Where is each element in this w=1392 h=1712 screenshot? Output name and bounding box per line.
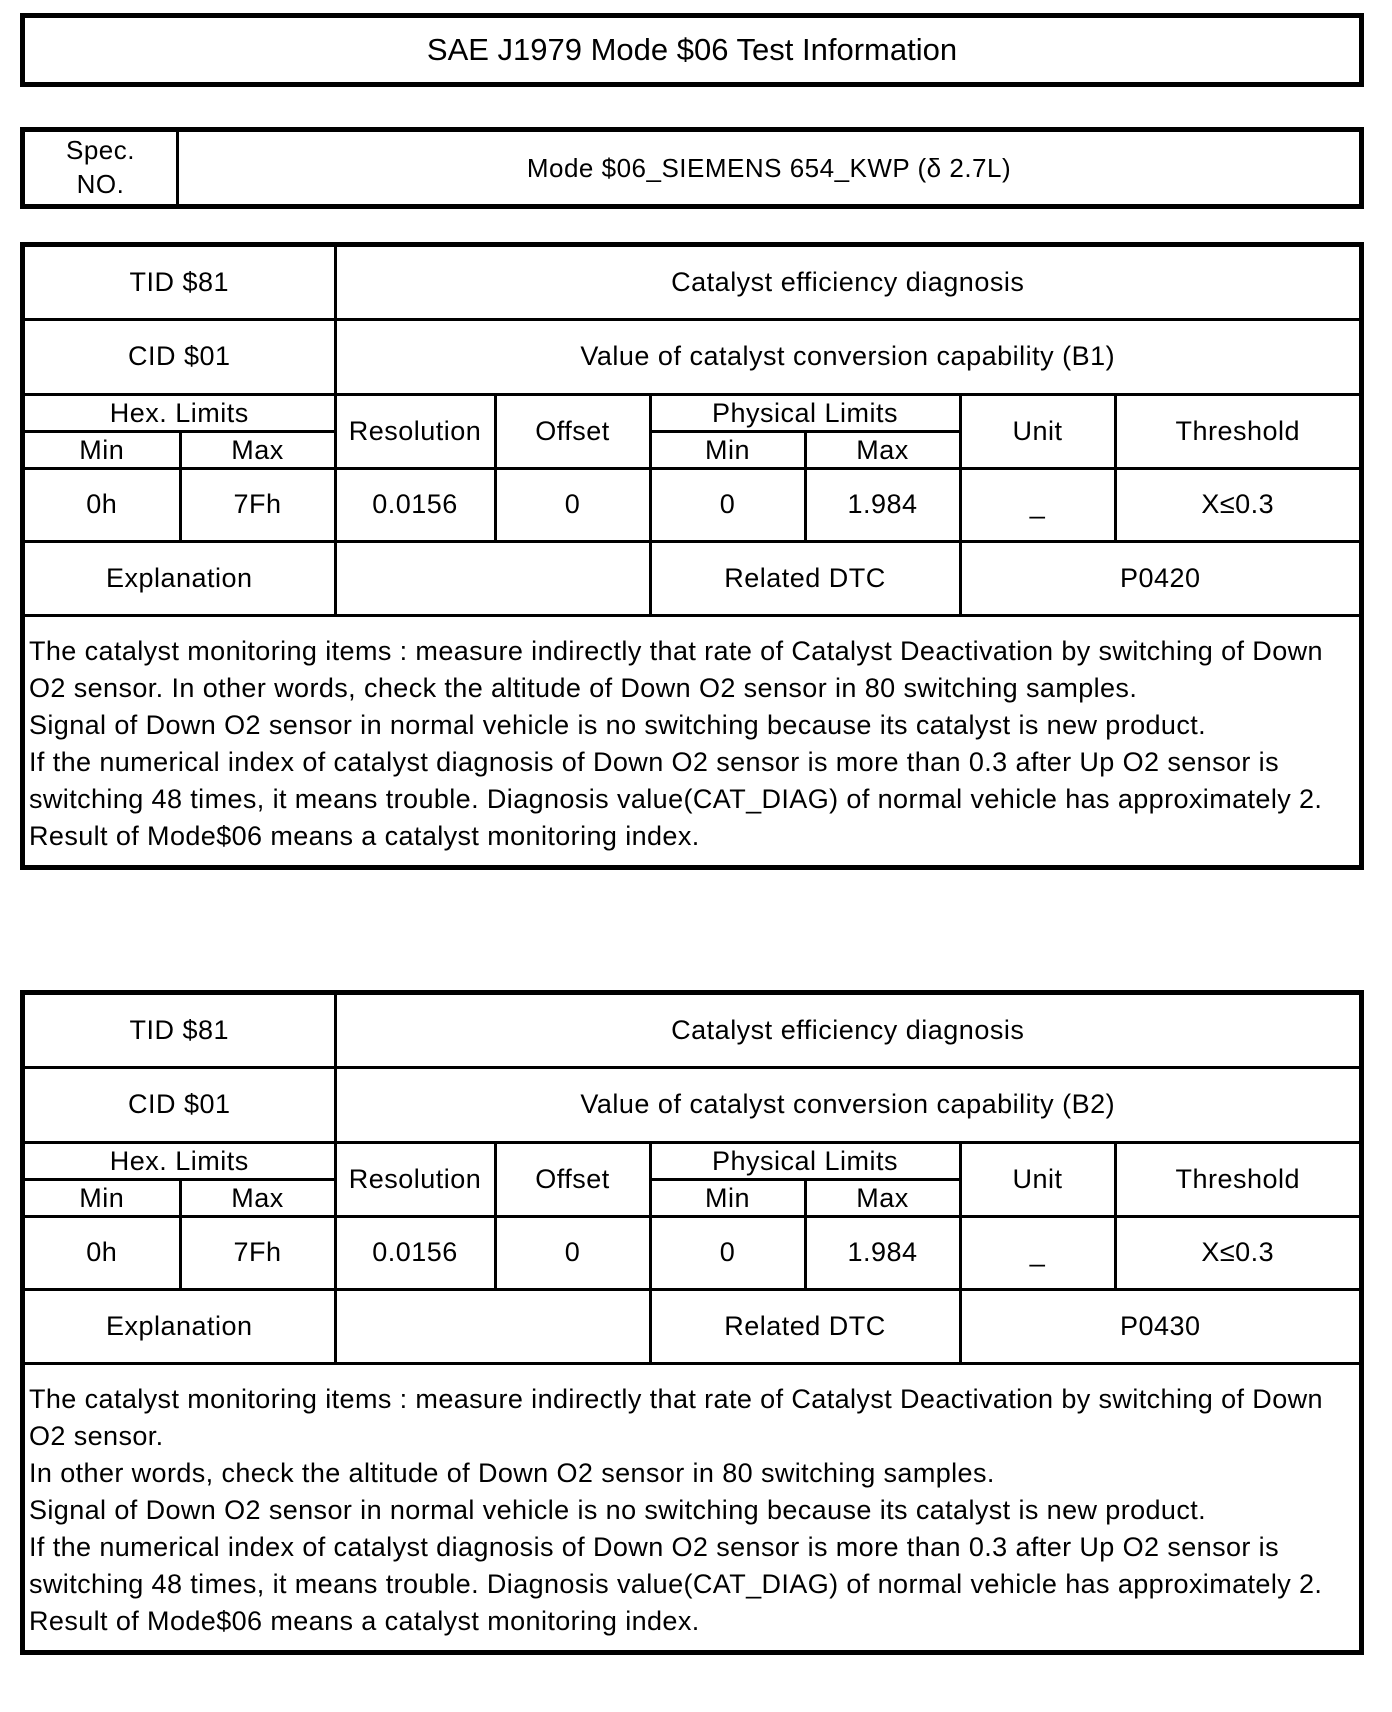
threshold-header: Threshold (1115, 1142, 1359, 1216)
test-block-1 (20, 242, 1364, 870)
cid-description: Value of catalyst conversion capability (B1) (335, 319, 1359, 394)
hex-max-value: 7Fh (180, 1216, 335, 1289)
test-table-1 (25, 247, 1359, 614)
explanation-value (335, 1289, 650, 1362)
tid-description: Catalyst efficiency diagnosis (335, 247, 1359, 319)
related-dtc-label: Related DTC (650, 541, 960, 614)
explanation-paragraph: The catalyst monitoring items : measure indirectly that rate of Catalyst Deactivation by switching of Down O2 sensor. In other words, check the altitude of Down O2 sensor in 80 switching samples. (29, 636, 1323, 703)
related-dtc-value: P0430 (960, 1289, 1359, 1362)
hex-max-header: Max (180, 431, 335, 468)
test-block-2 (20, 990, 1364, 1655)
physical-limits-header: Physical Limits (650, 394, 960, 431)
threshold-value: X≤0.3 (1115, 468, 1359, 541)
offset-header: Offset (495, 1142, 650, 1216)
threshold-value: X≤0.3 (1115, 1216, 1359, 1289)
explanation-label: Explanation (25, 541, 335, 614)
explanation-paragraph: In other words, check the altitude of Down O2 sensor in 80 switching samples. (29, 1458, 995, 1488)
spec-value: Mode $06_SIEMENS 654_KWP (δ 2.7L) (178, 130, 1362, 207)
phys-min-header: Min (650, 1179, 805, 1216)
spec-table (20, 127, 1364, 209)
test-table-2 (25, 995, 1359, 1362)
related-dtc-value: P0420 (960, 541, 1359, 614)
phys-max-value: 1.984 (805, 468, 960, 541)
resolution-value: 0.0156 (335, 468, 495, 541)
resolution-header: Resolution (335, 1142, 495, 1216)
hex-limits-header: Hex. Limits (25, 1142, 335, 1179)
phys-max-value: 1.984 (805, 1216, 960, 1289)
offset-value: 0 (495, 1216, 650, 1289)
hex-limits-header: Hex. Limits (25, 394, 335, 431)
explanation-paragraph: Signal of Down O2 sensor in normal vehicle is no switching because its catalyst is new product. (29, 710, 1207, 740)
explanation-paragraph: Signal of Down O2 sensor in normal vehicle is no switching because its catalyst is new product. (29, 1495, 1207, 1525)
unit-header: Unit (960, 394, 1115, 468)
spec-label-line1: Spec. (66, 135, 135, 166)
phys-min-header: Min (650, 431, 805, 468)
tid-cell: TID $81 (25, 247, 335, 319)
phys-max-header: Max (805, 431, 960, 468)
spec-label-line2: NO. (76, 169, 125, 199)
spec-label (23, 130, 178, 207)
explanation-label: Explanation (25, 1289, 335, 1362)
threshold-header: Threshold (1115, 394, 1359, 468)
explanation-text (25, 1362, 1359, 1650)
tid-description: Catalyst efficiency diagnosis (335, 995, 1359, 1067)
explanation-paragraph: If the numerical index of catalyst diagnosis of Down O2 sensor is more than 0.3 after Up O2 sensor is switching 48 times, it means trouble. Diagnosis value(CAT_DIAG) of normal vehicle has approximately 2. Result of Mode$06 means a catalyst monitoring index. (29, 747, 1323, 851)
hex-min-header: Min (25, 431, 180, 468)
hex-max-header: Max (180, 1179, 335, 1216)
phys-min-value: 0 (650, 468, 805, 541)
explanation-value (335, 541, 650, 614)
tid-cell: TID $81 (25, 995, 335, 1067)
cid-description: Value of catalyst conversion capability (B2) (335, 1067, 1359, 1142)
unit-value: _ (960, 468, 1115, 541)
resolution-header: Resolution (335, 394, 495, 468)
offset-value: 0 (495, 468, 650, 541)
hex-min-value: 0h (25, 468, 180, 541)
hex-max-value: 7Fh (180, 468, 335, 541)
physical-limits-header: Physical Limits (650, 1142, 960, 1179)
document-title: SAE J1979 Mode $06 Test Information (20, 13, 1364, 87)
resolution-value: 0.0156 (335, 1216, 495, 1289)
related-dtc-label: Related DTC (650, 1289, 960, 1362)
cid-cell: CID $01 (25, 319, 335, 394)
unit-header: Unit (960, 1142, 1115, 1216)
offset-header: Offset (495, 394, 650, 468)
explanation-paragraph: The catalyst monitoring items : measure indirectly that rate of Catalyst Deactivation by switching of Down O2 sensor. (29, 1384, 1323, 1451)
hex-min-header: Min (25, 1179, 180, 1216)
explanation-paragraph: If the numerical index of catalyst diagnosis of Down O2 sensor is more than 0.3 after Up O2 sensor is switching 48 times, it means trouble. Diagnosis value(CAT_DIAG) of normal vehicle has approximately 2. Result of Mode$06 means a catalyst monitoring index. (29, 1532, 1323, 1636)
hex-min-value: 0h (25, 1216, 180, 1289)
phys-max-header: Max (805, 1179, 960, 1216)
phys-min-value: 0 (650, 1216, 805, 1289)
explanation-text (25, 614, 1359, 865)
unit-value: _ (960, 1216, 1115, 1289)
cid-cell: CID $01 (25, 1067, 335, 1142)
